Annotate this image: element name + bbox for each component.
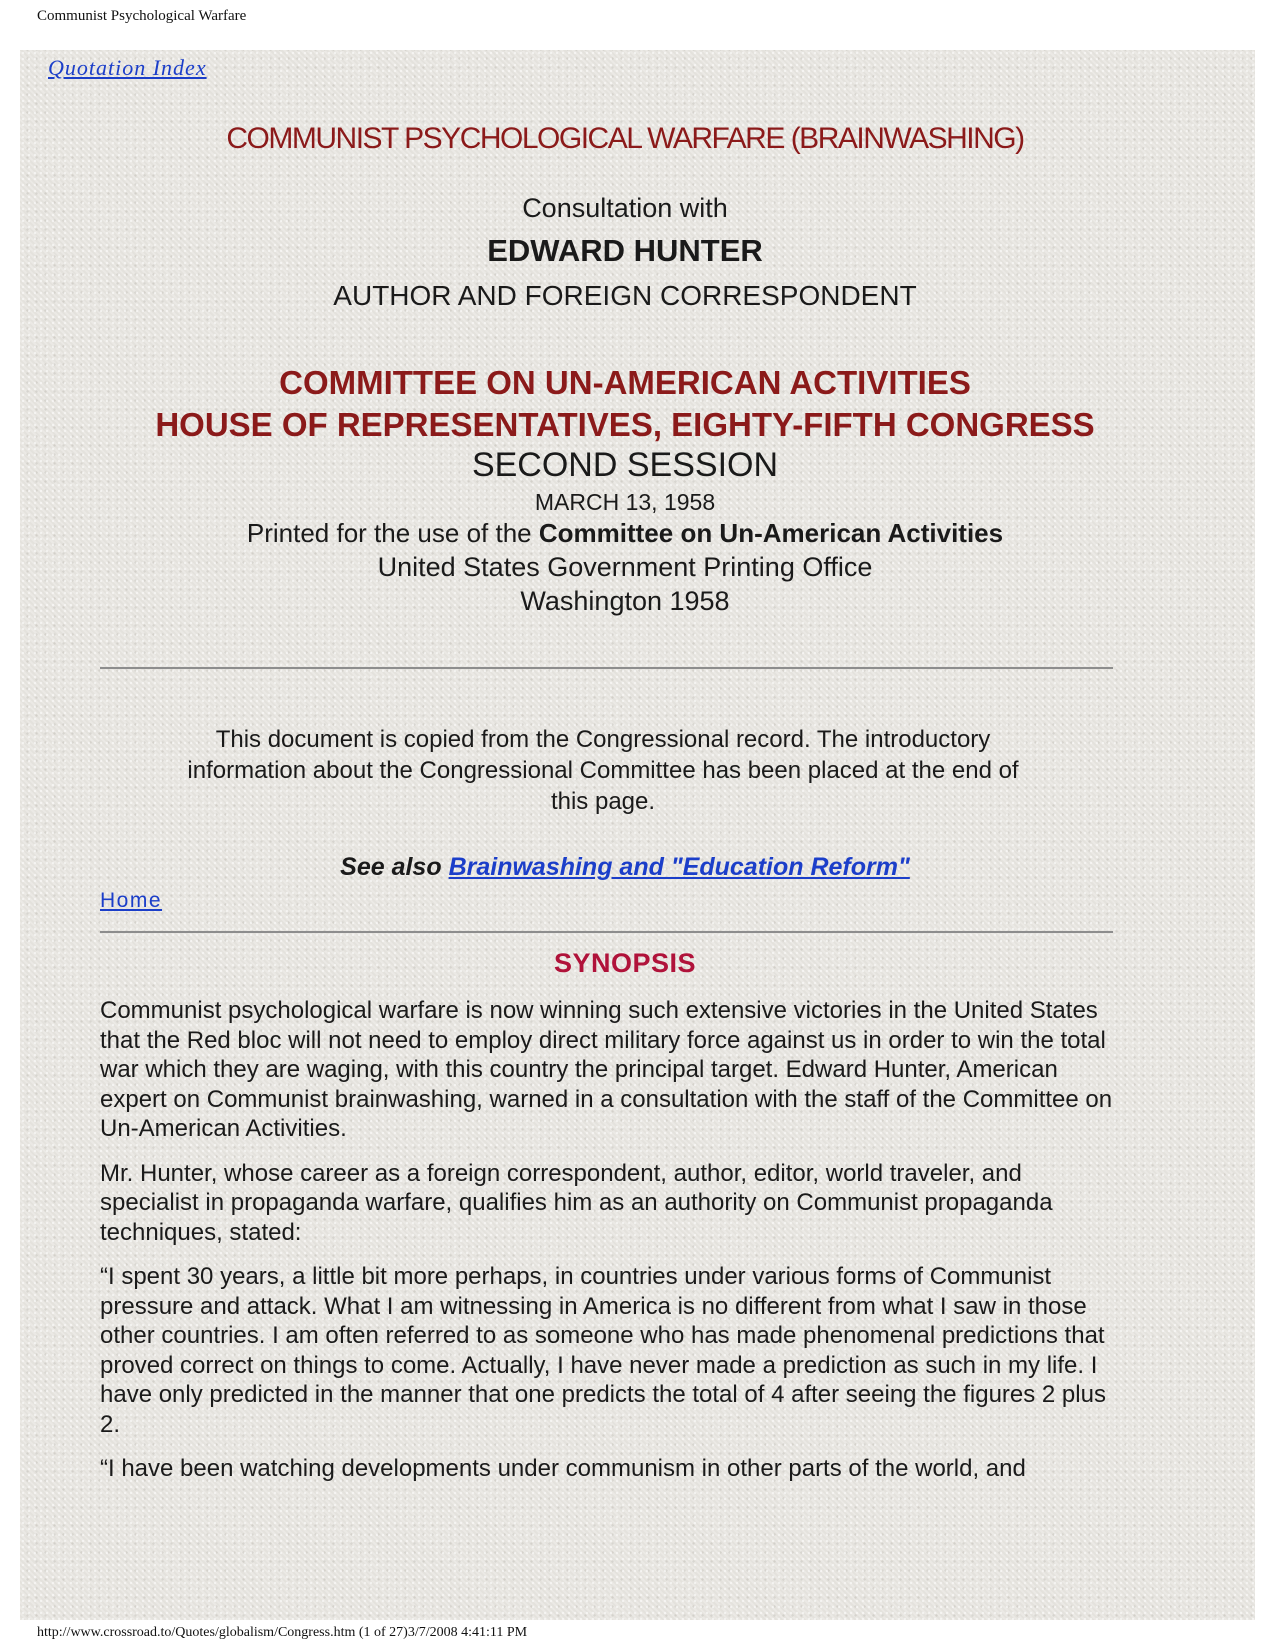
synopsis-paragraph: Mr. Hunter, whose career as a foreign correspondent, author, editor, world traveler, and specialist in propaganda warfare, qualifies him as an authority on Communist propaganda techniques, stated: xyxy=(100,1159,1053,1246)
print-header: Communist Psychological Warfare xyxy=(37,8,247,24)
page-title: COMMUNIST PSYCHOLOGICAL WARFARE (BRAINWASHING) xyxy=(226,122,1024,155)
hearing-date: MARCH 13, 1958 xyxy=(534,489,716,515)
printed-committee: Committee on Un-American Activities xyxy=(538,518,1004,548)
synopsis-paragraph: Communist psychological warfare is now winning such extensive victories in the United States that the Red bloc will not need to employ direct military force against us in order to win the total war which they are waging, with this country the principal target. Edward Hunter, American expert on Communist brainwashing, warned in a consultation with the staff of the Committee on Un-American Activities. xyxy=(100,997,1113,1142)
committee-line-2: HOUSE OF REPRESENTATIVES, EIGHTY-FIFTH CONGRESS xyxy=(155,406,1095,443)
committee-heading xyxy=(0,362,1250,446)
synopsis-heading: SYNOPSIS xyxy=(553,948,697,978)
see-also-prefix: See also xyxy=(340,853,449,881)
printed-prefix: Printed for the use of the xyxy=(246,518,539,548)
printing-office: United States Government Printing Office xyxy=(377,552,873,582)
consultation-line: Consultation with xyxy=(522,193,728,223)
quotation-index-link[interactable]: Quotation Index xyxy=(48,55,207,80)
home-link[interactable]: Home xyxy=(100,889,163,912)
print-footer: http://www.crossroad.to/Quotes/globalism/Congress.htm (1 of 27)3/7/2008 4:41:11 PM xyxy=(37,1625,528,1640)
intro-note: This document is copied from the Congressional record. The introductory information about the Congressional Committee has been placed at the end of this page. xyxy=(187,726,1019,815)
divider-top xyxy=(100,667,1113,669)
place-year: Washington 1958 xyxy=(520,586,730,616)
committee-line-1: COMMITTEE ON UN-AMERICAN ACTIVITIES xyxy=(279,364,971,401)
speaker-role: AUTHOR AND FOREIGN CORRESPONDENT xyxy=(333,280,917,311)
synopsis-paragraph: “I have been watching developments under communism in other parts of the world, and xyxy=(100,1455,1026,1482)
synopsis-body xyxy=(100,996,1115,1499)
see-also-line xyxy=(0,853,1250,882)
session-line: SECOND SESSION xyxy=(471,446,779,484)
printed-for-line xyxy=(0,518,1250,549)
divider-synopsis xyxy=(100,931,1113,933)
brainwashing-education-reform-link[interactable]: Brainwashing and "Education Reform" xyxy=(448,853,910,881)
speaker-name: EDWARD HUNTER xyxy=(487,233,763,268)
synopsis-paragraph: “I spent 30 years, a little bit more perhaps, in countries under various forms of Communist pressure and attack. What I am witnessing in America is no different from what I saw in those other countries. I am often referred to as someone who has made phenomenal predictions that proved correct on things to come. Actually, I have never made a prediction as such in my life. I have only predicted in the manner that one predicts the total of 4 after seeing the figures 2 plus 2. xyxy=(100,1263,1106,1438)
